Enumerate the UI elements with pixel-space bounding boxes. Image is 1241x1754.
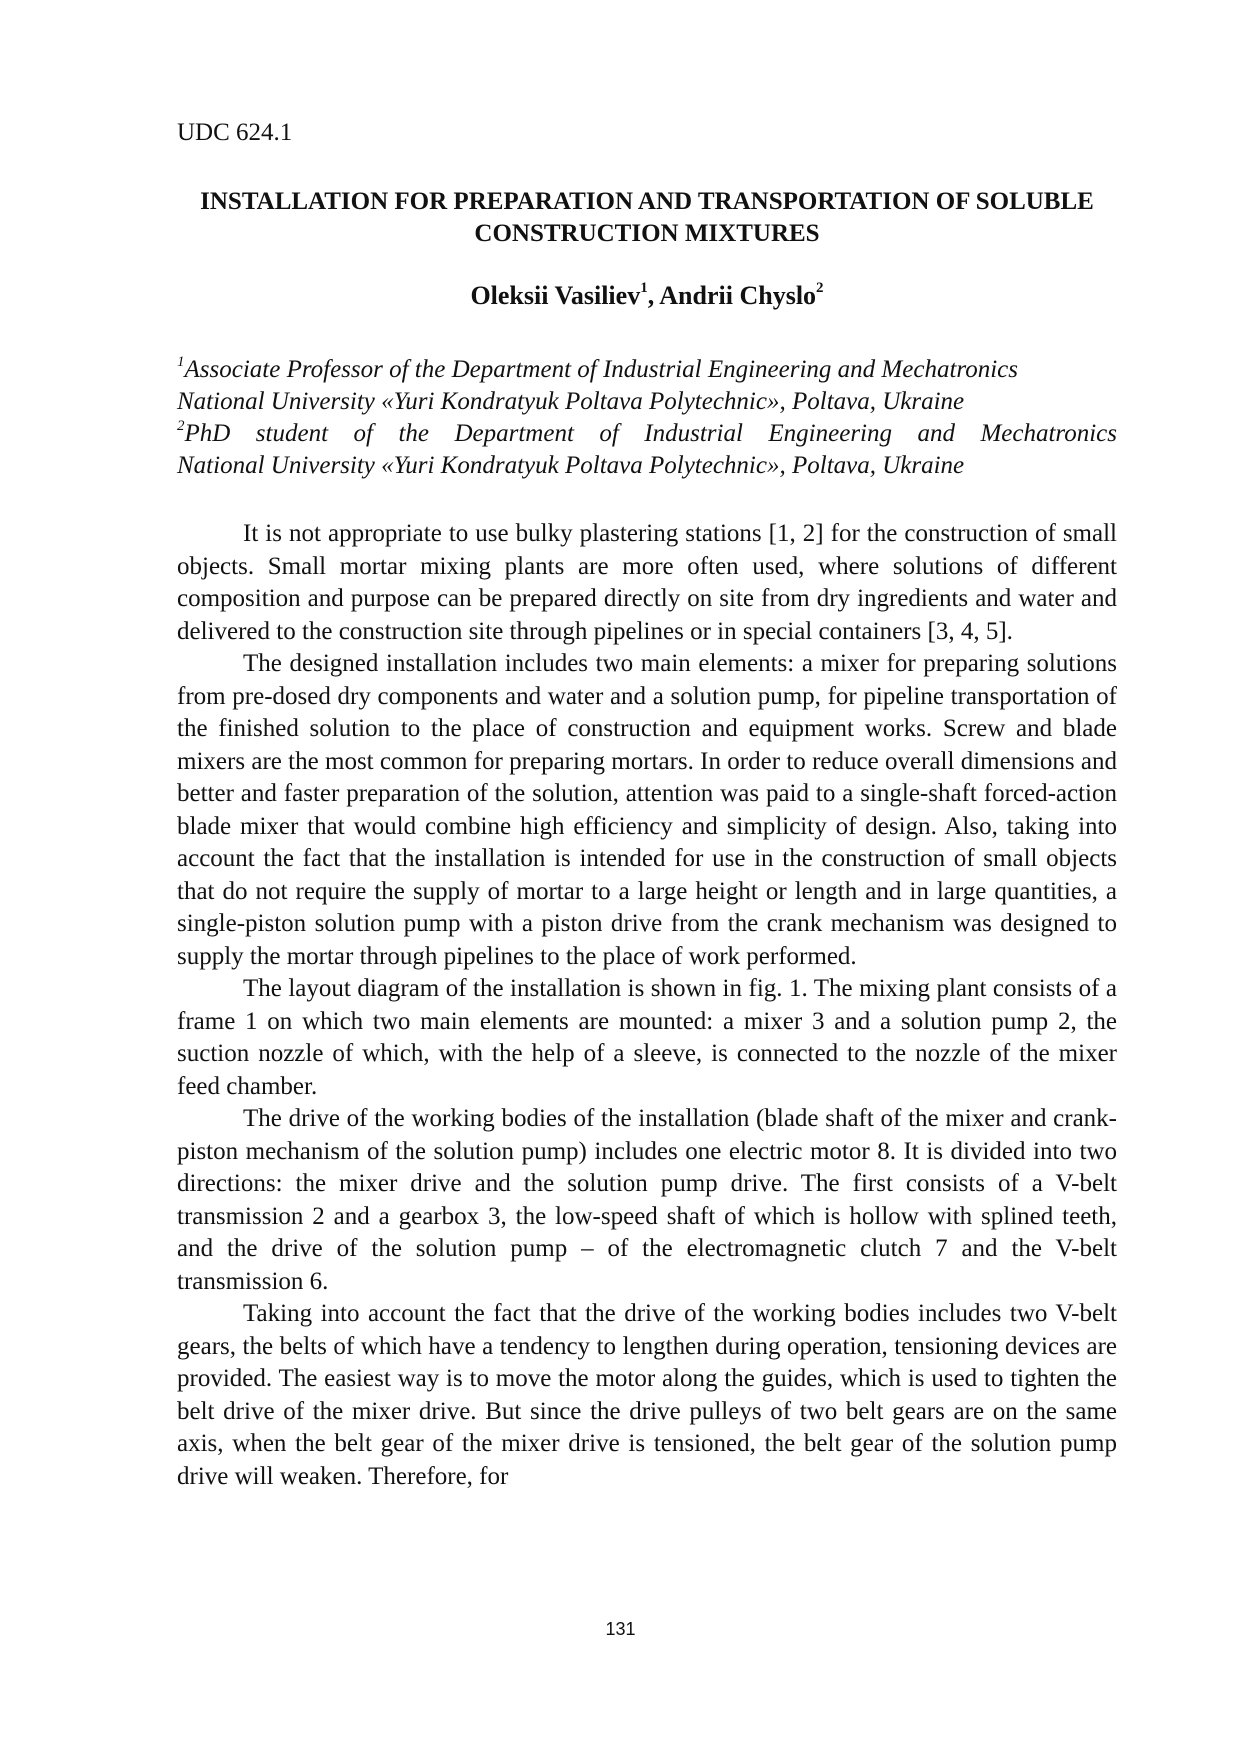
paragraph: It is not appropriate to use bulky plastering stations [1, 2] for the construction of small objects. Small mortar mixing plants are more often used, where solutions of different composition and purpose can be prepared directly on site from dry ingredients and water and delivered to the construction site through pipelines or in special containers [3, 4, 5]. — [177, 520, 1117, 645]
paper-title: INSTALLATION FOR PREPARATION AND TRANSPORTATION OF SOLUBLE CONSTRUCTION MIXTURES — [200, 188, 1094, 247]
page-number: 131 — [605, 1619, 636, 1639]
affiliation-institution: National University «Yuri Kondratyuk Poltava Polytechnic», Poltava, Ukraine — [177, 452, 965, 479]
paragraph: The designed installation includes two main elements: a mixer for preparing solutions from pre-dosed dry components and water and a solution pump, for pipeline transportation of the finished solution to the place of construction and equipment works. Screw and blade mixers are the most common for preparing mortars. In order to reduce overall dimensions and better and faster preparation of the solution, attention was paid to a single-shaft forced-action blade mixer that would combine high efficiency and simplicity of design. Also, taking into account the fact that the installation is intended for use in the construction of small objects that do not require the supply of mortar to a large height or length and in large quantities, a single-piston solution pump with a piston drive from the crank mechanism was designed to supply the mortar through pipelines to the place of work performed. — [177, 650, 1117, 970]
paragraph: Taking into account the fact that the drive of the working bodies includes two V-belt gears, the belts of which have a tendency to lengthen during operation, tensioning devices are provided. The easiest way is to move the motor along the guides, which is used to tighten the belt drive of the mixer drive. But since the drive pulleys of two belt gears are on the same axis, when the belt gear of the mixer drive is tensioned, the belt gear of the solution pump drive will weaken. Therefore, for — [177, 1300, 1117, 1490]
affiliations — [177, 354, 1117, 482]
affiliation-mark: 1 — [177, 353, 185, 370]
author-separator: , — [647, 281, 660, 310]
author-line — [177, 280, 1117, 312]
affiliation-position: $^2$PhD student of the Department of Industrial Engineering and Mechatronics — [177, 417, 1117, 447]
author-name: Andrii Chyslo — [659, 281, 817, 310]
affiliation-mark: 2 — [816, 280, 824, 297]
affiliation-mark: 1 — [640, 280, 648, 297]
udc-code: UDC 624.1 — [177, 119, 293, 146]
paragraph: The drive of the working bodies of the installation (blade shaft of the mixer and crank-piston mechanism of the solution pump) includes one electric motor 8. It is divided into two directions: the mixer drive and the solution pump drive. The first consists of a V-belt transmission 2 and a gearbox 3, the low-speed shaft of which is hollow with splined teeth, and the drive of the solution pump – of the electromagnetic clutch 7 and the V-belt transmission 6. — [177, 1105, 1117, 1295]
paragraph: The layout diagram of the installation is shown in fig. 1. The mixing plant consists of a frame 1 on which two main elements are mounted: a mixer 3 and a solution pump 2, the suction nozzle of which, with the help of a sleeve, is connected to the nozzle of the mixer feed chamber. — [177, 975, 1117, 1100]
author-name: Oleksii Vasiliev — [470, 281, 641, 310]
affiliation-mark: 2 — [177, 417, 185, 434]
affiliation-position: $^1$Associate Professor of the Department of Industrial Engineering and Mechatronics — [177, 353, 1018, 383]
body-text — [177, 518, 1117, 1493]
affiliation-institution: National University «Yuri Kondratyuk Poltava Polytechnic», Poltava, Ukraine — [177, 388, 965, 415]
